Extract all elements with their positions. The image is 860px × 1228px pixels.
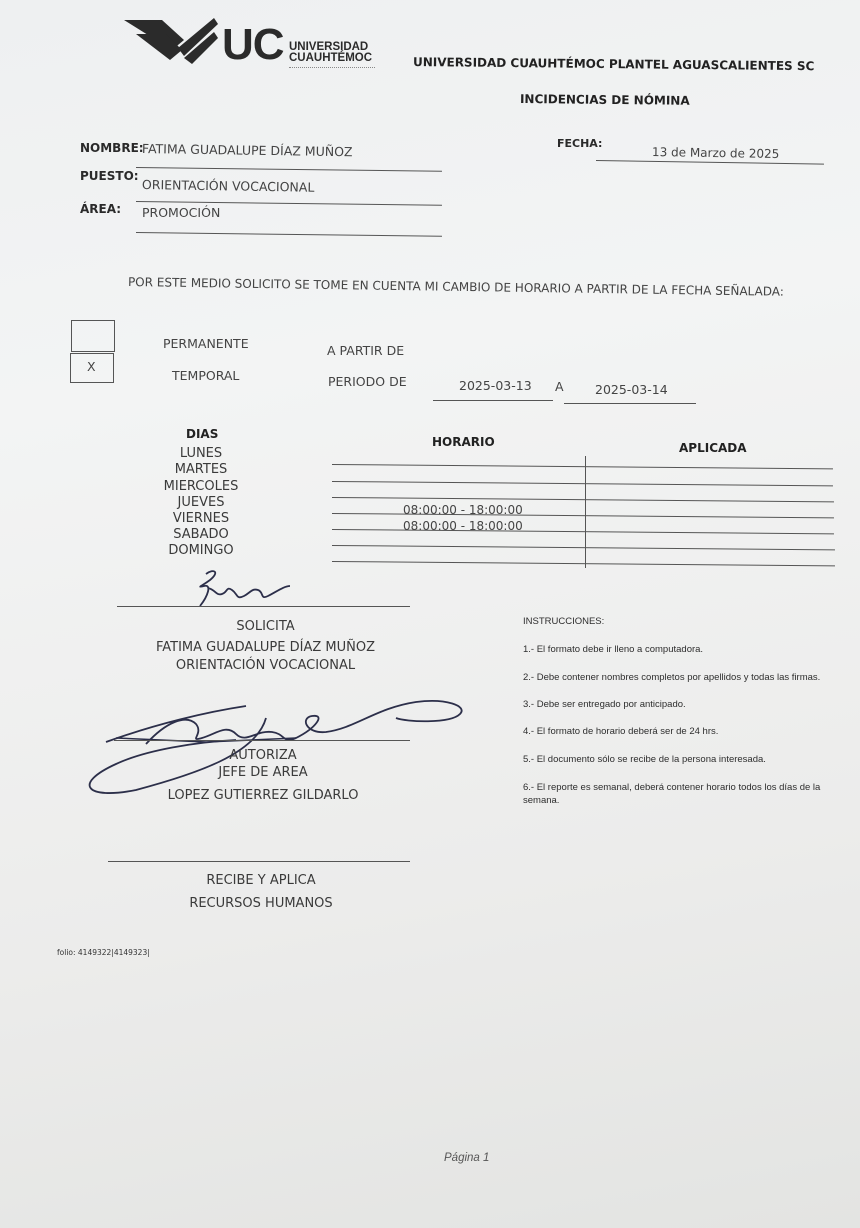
permanente-label: PERMANENTE bbox=[163, 336, 249, 351]
schedule-row-line bbox=[332, 545, 835, 550]
schedule-row-line bbox=[332, 464, 833, 469]
schedule-row-line bbox=[332, 497, 834, 502]
solicita-signature-line bbox=[117, 606, 410, 607]
day-label: MIERCOLES bbox=[163, 479, 239, 494]
recibe-title: RECIBE Y APLICA bbox=[206, 873, 316, 888]
day-label: DOMINGO bbox=[168, 543, 234, 558]
periodo-separator: A bbox=[555, 379, 564, 394]
solicita-role: ORIENTACIÓN VOCACIONAL bbox=[175, 658, 356, 673]
instruction-item: 2.- Debe contener nombres completos por apellidos y todas las firmas. bbox=[523, 672, 821, 683]
area-underline bbox=[136, 232, 442, 237]
puesto-value: ORIENTACIÓN VOCACIONAL bbox=[141, 177, 315, 195]
logo-underline bbox=[289, 67, 375, 68]
folio-number: folio: 4149322|4149323| bbox=[57, 948, 150, 957]
dias-header: DIAS bbox=[186, 427, 219, 441]
a-partir-label: A PARTIR DE bbox=[327, 343, 405, 358]
periodo-from-value: 2025-03-13 bbox=[459, 378, 532, 393]
area-value: PROMOCIÓN bbox=[142, 205, 221, 220]
solicita-name: FATIMA GUADALUPE DÍAZ MUÑOZ bbox=[155, 640, 375, 655]
day-label: VIERNES bbox=[172, 511, 230, 526]
periodo-to-underline bbox=[564, 403, 696, 404]
logo-university-line2: CUAUHTÉMOC bbox=[289, 52, 373, 64]
schedule-row-line bbox=[332, 481, 833, 486]
autoriza-signature-line bbox=[114, 740, 410, 741]
permanente-checkbox[interactable] bbox=[71, 320, 115, 352]
instruction-item: 1.- El formato debe ir lleno a computadora. bbox=[523, 644, 704, 655]
horario-header: HORARIO bbox=[432, 435, 495, 449]
nombre-underline bbox=[136, 167, 442, 172]
aplicada-header: APLICADA bbox=[679, 441, 747, 455]
schedule-hours-cell: 08:00:00 - 18:00:00 bbox=[403, 519, 523, 533]
autoriza-name: LOPEZ GUTIERREZ GILDARLO bbox=[167, 788, 359, 803]
autoriza-role: JEFE DE AREA bbox=[218, 765, 308, 780]
university-logo-icon bbox=[122, 14, 220, 66]
instruction-item: 6.- El reporte es semanal, deberá contener horario todos los días de la semana. bbox=[523, 782, 821, 806]
request-statement: POR ESTE MEDIO SOLICITO SE TOME EN CUENTA MI CAMBIO DE HORARIO A PARTIR DE LA FECHA SEÑALADA: bbox=[127, 275, 784, 299]
fecha-underline bbox=[596, 160, 824, 165]
instructions-title: INSTRUCCIONES: bbox=[523, 616, 605, 627]
schedule-row-line bbox=[332, 561, 835, 566]
area-label: ÁREA: bbox=[80, 202, 122, 216]
recibe-signature-line bbox=[108, 861, 410, 862]
logo-university-line1: UNIVERSIDAD bbox=[289, 41, 369, 53]
periodo-to-value: 2025-03-14 bbox=[595, 382, 668, 397]
instruction-item: 5.- El documento sólo se recibe de la persona interesada. bbox=[523, 754, 766, 765]
day-label: LUNES bbox=[179, 446, 223, 461]
puesto-label: PUESTO: bbox=[80, 169, 139, 183]
day-label: JUEVES bbox=[177, 495, 225, 510]
temporal-checkbox-mark: X bbox=[87, 359, 96, 374]
logo-uc-text: UC bbox=[222, 20, 284, 69]
temporal-label: TEMPORAL bbox=[172, 368, 240, 383]
solicita-title: SOLICITA bbox=[236, 619, 295, 634]
autoriza-title: AUTORIZA bbox=[229, 748, 297, 763]
instruction-item: 4.- El formato de horario deberá ser de 24 hrs. bbox=[523, 726, 719, 737]
page-number: Página 1 bbox=[444, 1152, 490, 1164]
fecha-label: FECHA: bbox=[557, 137, 603, 150]
institution-name: UNIVERSIDAD CUAUHTÉMOC PLANTEL AGUASCALIENTES SC bbox=[412, 55, 815, 74]
instruction-item: 3.- Debe ser entregado por anticipado. bbox=[523, 699, 686, 710]
periodo-label: PERIODO DE bbox=[328, 374, 407, 389]
day-label: MARTES bbox=[174, 462, 228, 477]
schedule-column-divider bbox=[585, 456, 586, 568]
day-label: SABADO bbox=[173, 527, 229, 542]
nombre-label: NOMBRE: bbox=[80, 141, 144, 155]
nombre-value: FATIMA GUADALUPE DÍAZ MUÑOZ bbox=[141, 141, 353, 160]
periodo-from-underline bbox=[433, 400, 553, 401]
fecha-value: 13 de Marzo de 2025 bbox=[651, 145, 780, 161]
recibe-department: RECURSOS HUMANOS bbox=[189, 896, 333, 911]
document-title: INCIDENCIAS DE NÓMINA bbox=[519, 92, 690, 108]
schedule-hours-cell: 08:00:00 - 18:00:00 bbox=[403, 503, 523, 517]
